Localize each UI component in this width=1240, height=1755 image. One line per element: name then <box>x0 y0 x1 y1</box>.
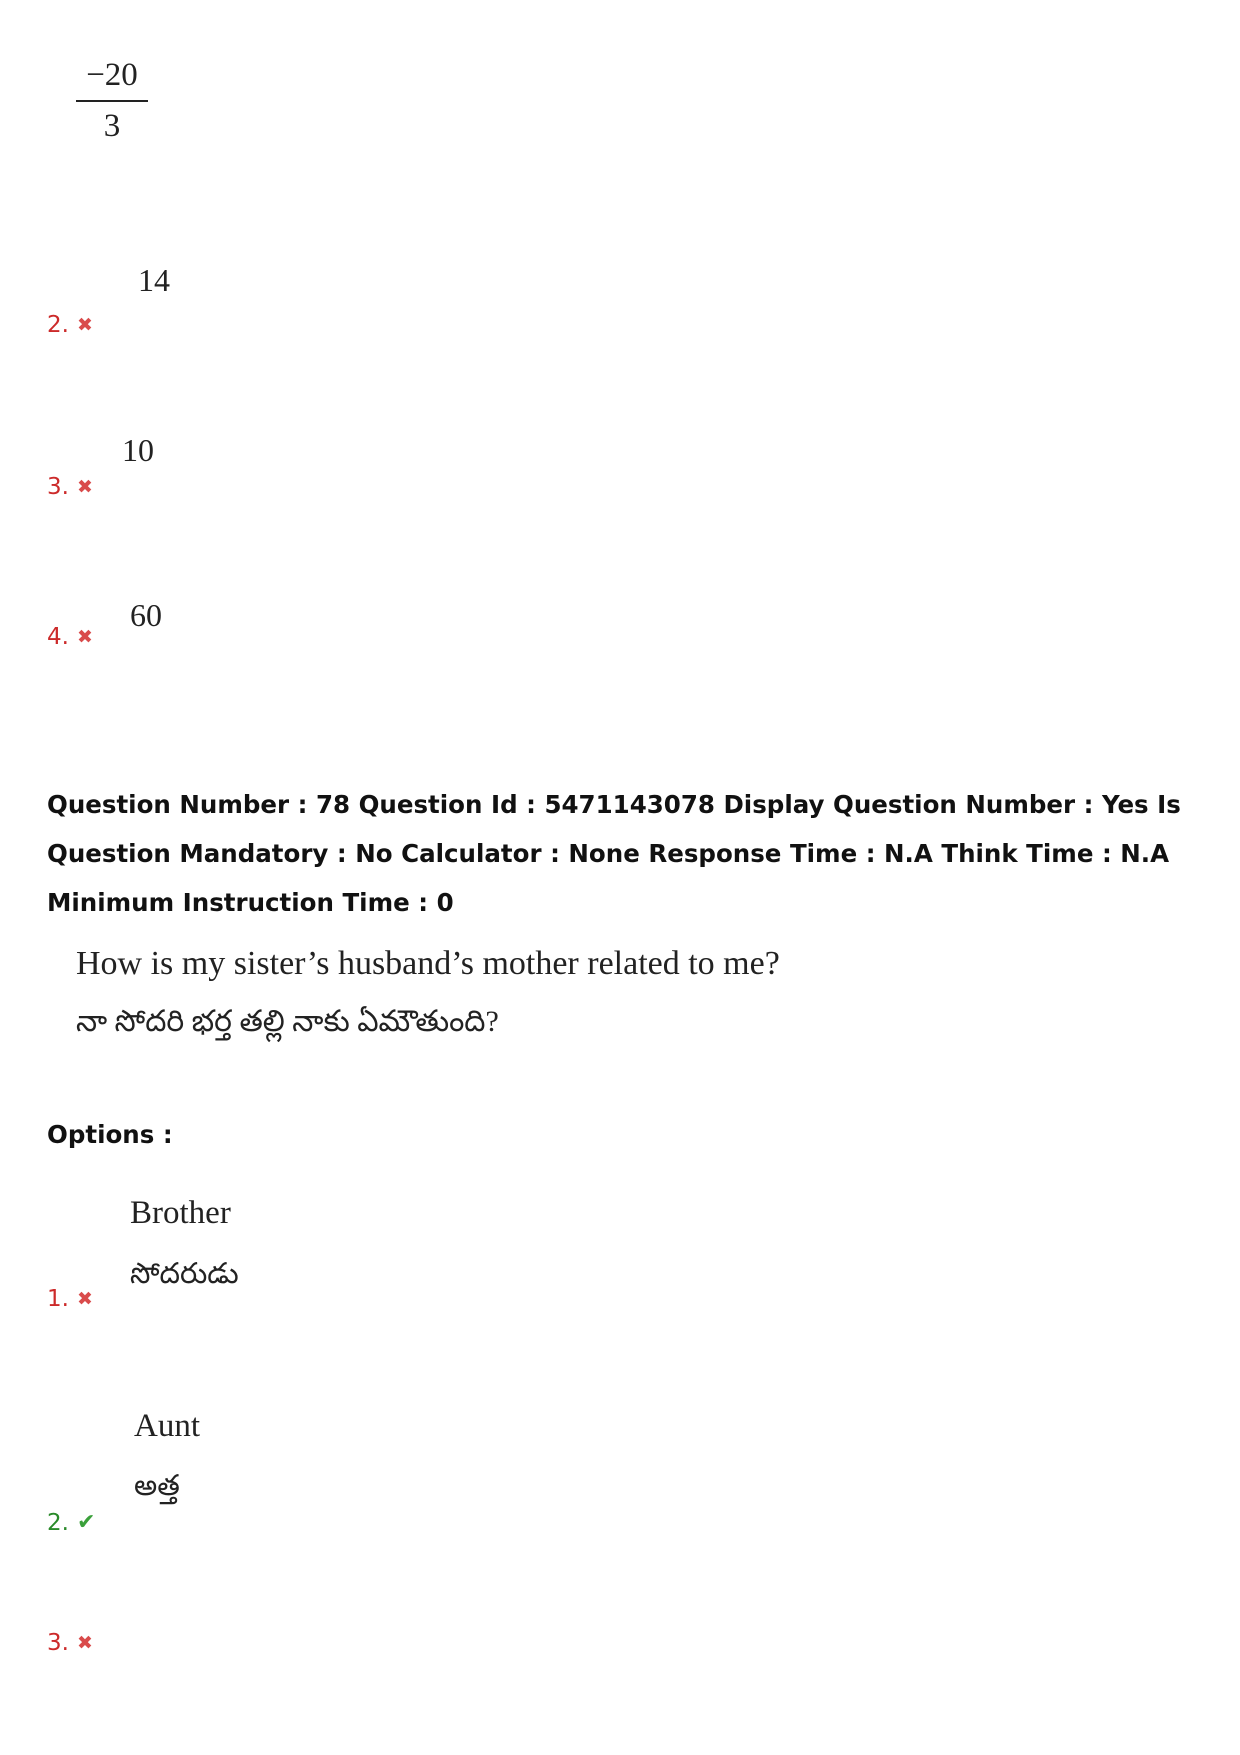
prev-option-3-value: 10 <box>122 432 154 468</box>
option-1-text-telugu: సోదరుడు <box>130 1258 239 1290</box>
option-number: 4. <box>47 624 69 650</box>
option-number: 2. <box>47 312 69 338</box>
option-3-label <box>47 1630 93 1656</box>
question-text-english: How is my sister’s husband’s mother related to me? <box>76 945 780 982</box>
prev-option-4-label <box>47 624 93 650</box>
option-2-label <box>47 1510 95 1536</box>
option-2-text-telugu: అత్త <box>134 1470 180 1502</box>
option-2-text-english: Aunt <box>134 1408 200 1444</box>
option-number: 3. <box>47 474 69 500</box>
option-1-text-english: Brother <box>130 1195 231 1231</box>
correct-check-icon: ✔ <box>76 1510 96 1535</box>
option-number: 3. <box>47 1630 69 1656</box>
fraction-option <box>76 52 148 146</box>
option-1-label <box>47 1286 93 1312</box>
option-number: 2. <box>47 1510 69 1536</box>
fraction-bar <box>76 100 148 102</box>
wrong-cross-icon: ✖ <box>76 626 93 648</box>
fraction-denominator: 3 <box>103 108 121 144</box>
wrong-cross-icon: ✖ <box>76 314 93 336</box>
wrong-cross-icon: ✖ <box>76 1288 93 1310</box>
wrong-cross-icon: ✖ <box>76 1632 93 1654</box>
question-metadata: Question Number : 78 Question Id : 5471143078 Display Question Number : Yes Is Question Mandatory : No Calculator : None Response Time : N.A Think Time : N.A Minimum Instruction Time : 0 <box>47 790 1181 917</box>
fraction-numerator: −20 <box>86 57 138 93</box>
prev-option-2-value: 14 <box>138 262 170 298</box>
prev-option-4-value: 60 <box>130 597 162 633</box>
option-number: 1. <box>47 1286 69 1312</box>
prev-option-3-label <box>47 474 93 500</box>
options-heading: Options : <box>47 1120 173 1149</box>
prev-option-2-label <box>47 312 93 338</box>
question-text-telugu: నా సోదరి భర్త తల్లి నాకు ఏమౌతుంది? <box>76 1005 499 1038</box>
wrong-cross-icon: ✖ <box>76 476 93 498</box>
